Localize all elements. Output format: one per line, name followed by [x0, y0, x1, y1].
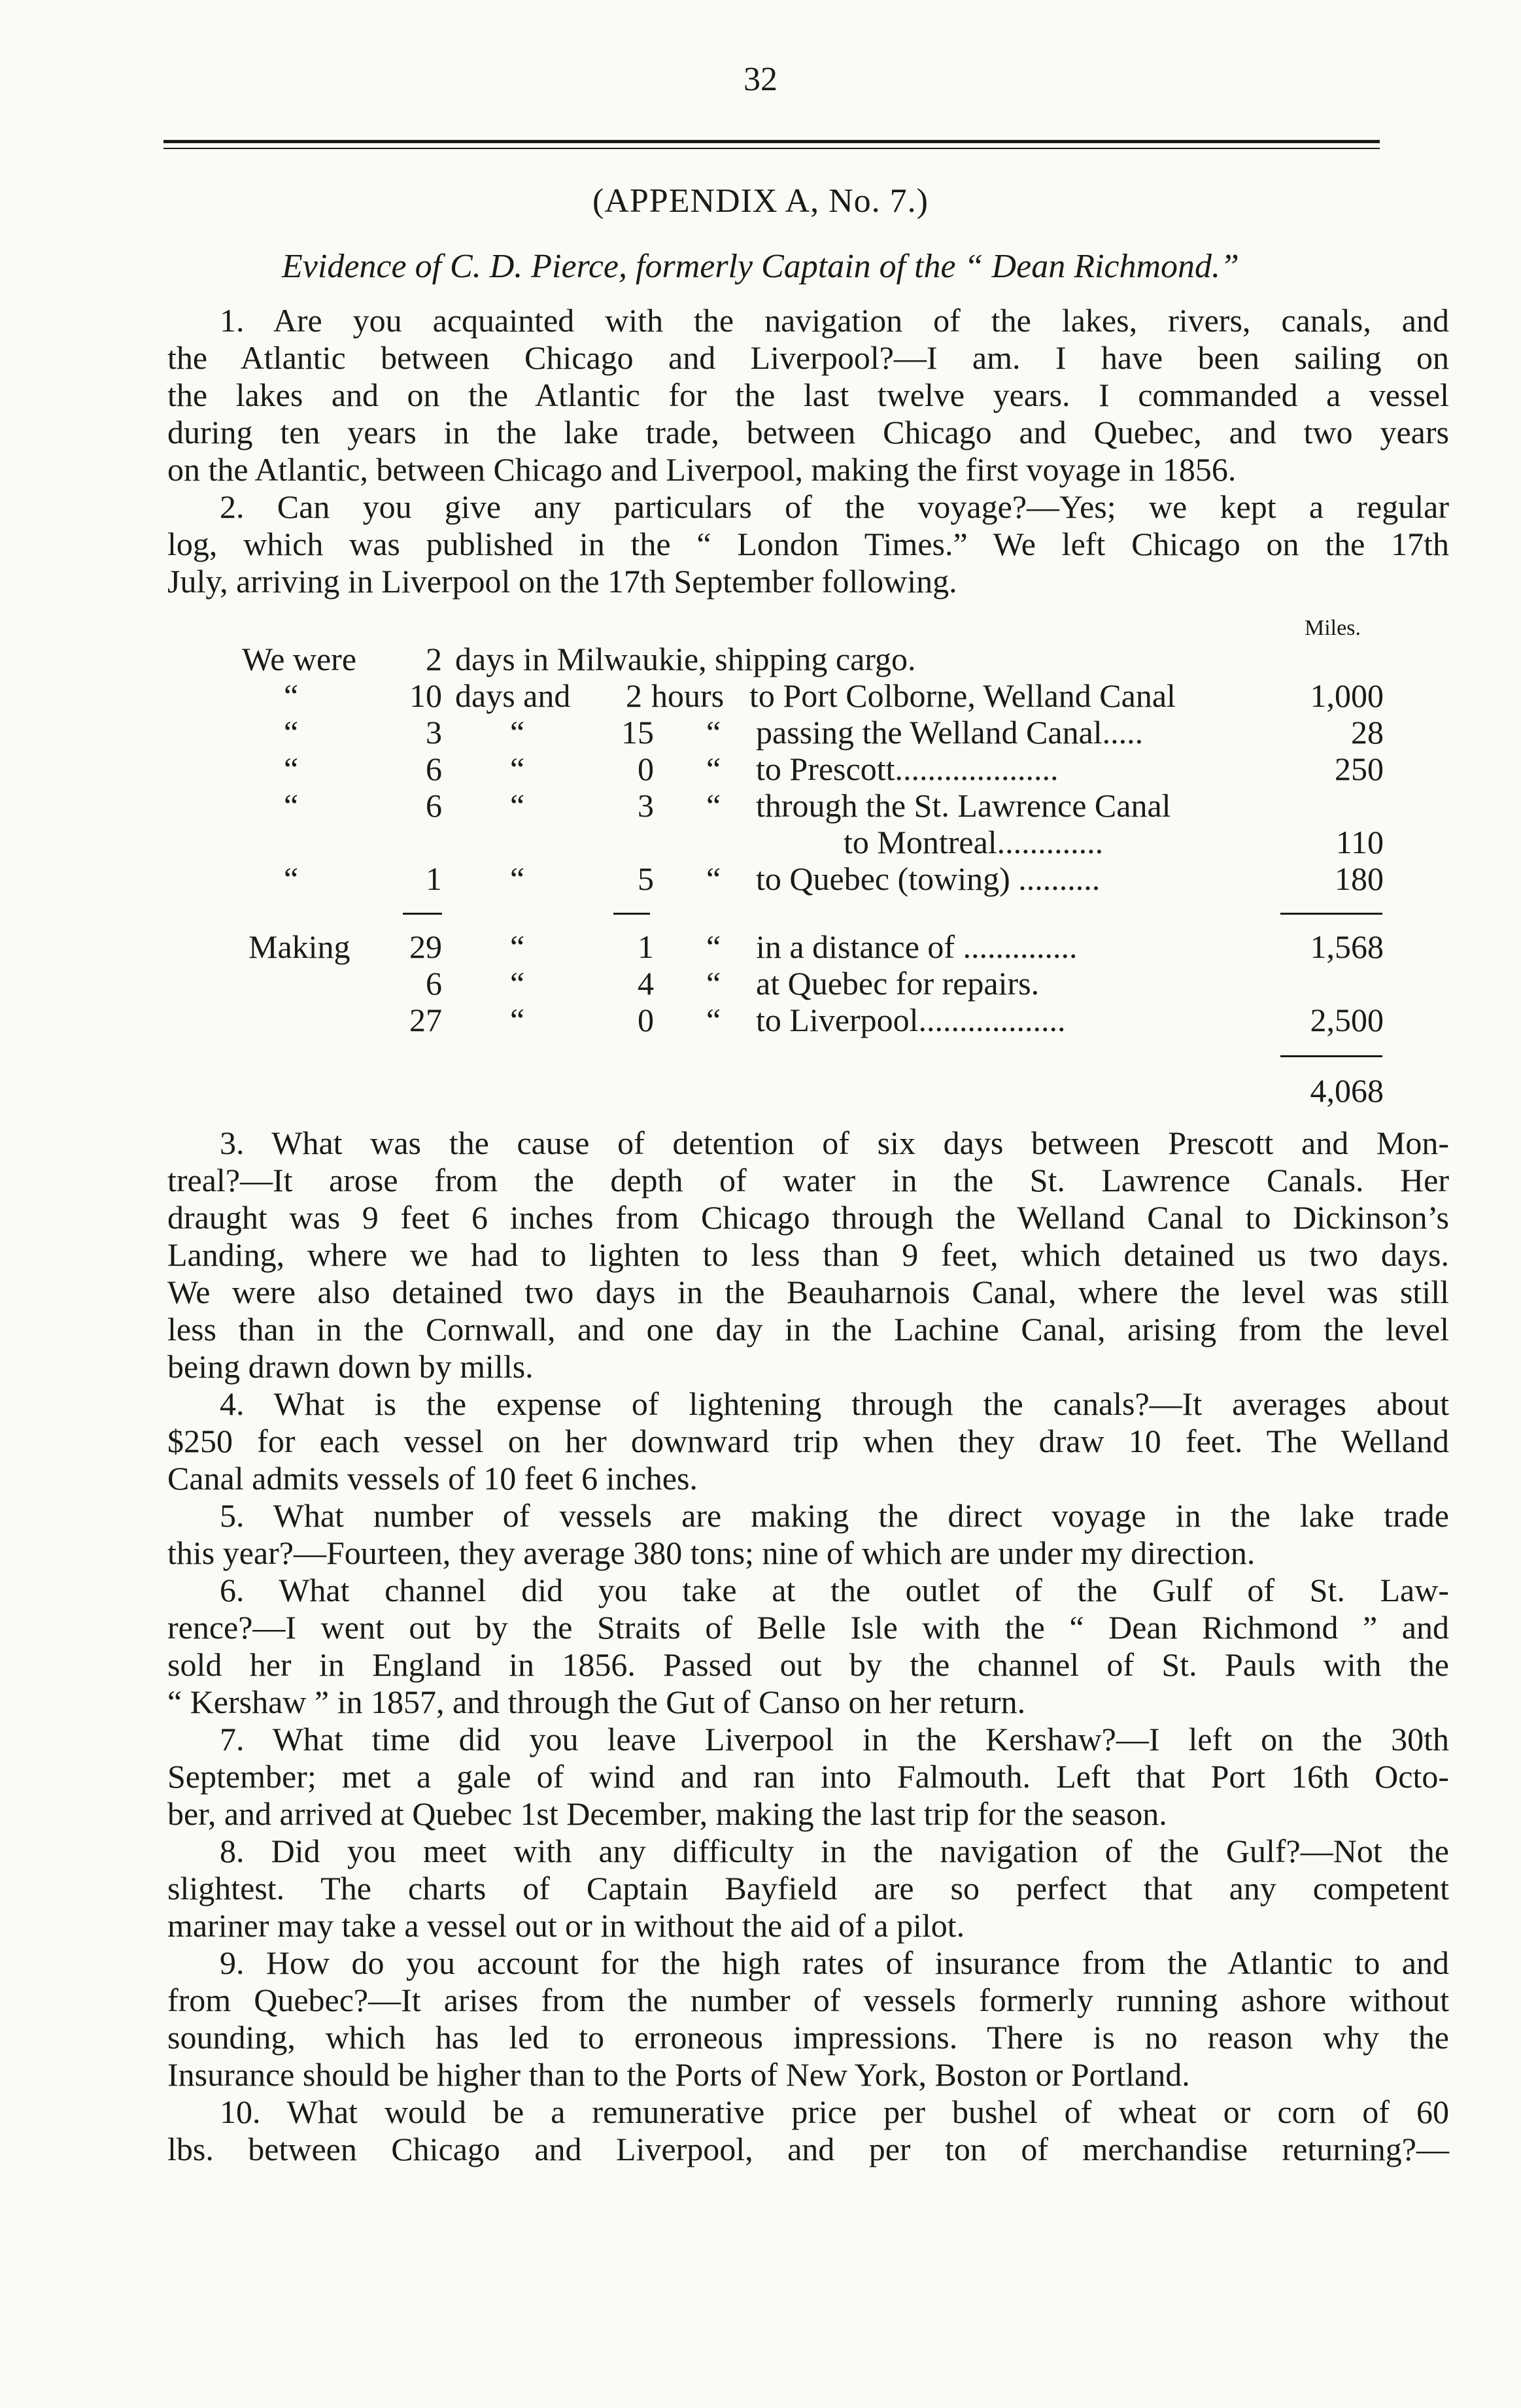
ditto-mark: “	[706, 751, 721, 787]
text-line: log, which was published in the “ London Times.” We left Chicago on the 17th	[167, 526, 1449, 562]
ditto-mark: “	[706, 714, 721, 751]
text-line: 6. What channel did you take at the outlet of the Gulf of St. Law-	[220, 1572, 1449, 1608]
sum-rule	[1280, 913, 1382, 915]
text-line: on the Atlantic, between Chicago and Liverpool, making the first voyage in 1856.	[167, 451, 1237, 488]
text-line: Canal admits vessels of 10 feet 6 inches.	[167, 1460, 698, 1497]
days-value: 1	[426, 860, 442, 897]
ditto-mark: “	[510, 860, 525, 897]
ditto-mark: “	[510, 965, 525, 1002]
hours-value: 3	[638, 787, 654, 824]
days-value: 6	[426, 965, 442, 1002]
ditto-mark: “	[284, 677, 299, 714]
text-line: 4. What is the expense of lightening through the canals?—It averages about	[220, 1385, 1449, 1422]
days-value: 6	[426, 787, 442, 824]
text-line: “ Kershaw ” in 1857, and through the Gut of Canso on her return.	[167, 1684, 1026, 1720]
questions-3-10	[167, 1125, 1449, 2168]
text-line: lbs. between Chicago and Liverpool, and per ton of merchandise returning?—	[167, 2131, 1449, 2167]
text-line: this year?—Fourteen, they average 380 tons; nine of which are under my direction.	[167, 1535, 1256, 1571]
hours-value: 4	[638, 965, 654, 1002]
appendix-heading: (APPENDIX A, No. 7.)	[592, 182, 929, 220]
text-line: 3. What was the cause of detention of six days between Prescott and Mon-	[220, 1125, 1449, 1161]
lead-making: Making	[248, 928, 350, 965]
sum-rule	[613, 913, 650, 915]
leg-description: to Montreal.............	[844, 824, 1104, 860]
leg-description: at Quebec for repairs.	[756, 965, 1040, 1002]
header-rule-thick	[163, 140, 1380, 143]
leg-description: in a distance of ..............	[756, 928, 1078, 965]
text-line: We were also detained two days in the Beauharnois Canal, where the level was still	[167, 1274, 1449, 1310]
text-line: Insurance should be higher than to the Ports of New York, Boston or Portland.	[167, 2056, 1190, 2093]
ditto-mark: “	[706, 787, 721, 824]
miles-value: 1,000	[1310, 677, 1384, 714]
miles-value: 180	[1335, 860, 1384, 897]
ditto-mark: “	[706, 860, 721, 897]
ditto-mark: “	[284, 751, 299, 787]
text-line: the lakes and on the Atlantic for the last twelve years. I commanded a vessel	[167, 377, 1449, 413]
ditto-mark: “	[510, 928, 525, 965]
sum-rule	[403, 913, 442, 915]
text-line: mariner may take a vessel out or in without the aid of a pilot.	[167, 1907, 965, 1944]
miles-value: 110	[1335, 824, 1384, 860]
text-line: being drawn down by mills.	[167, 1348, 534, 1385]
ditto-mark: “	[510, 1002, 525, 1038]
text-line: Landing, where we had to lighten to less than 9 feet, which detained us two days.	[167, 1236, 1449, 1273]
hours-value: 5	[638, 860, 654, 897]
leg-description: passing the Welland Canal.....	[756, 714, 1144, 751]
leg-description: to Port Colborne, Welland Canal	[749, 677, 1176, 714]
text-line: treal?—It arose from the depth of water in the St. Lawrence Canals. Her	[167, 1162, 1449, 1198]
hours-value: 2	[626, 677, 642, 714]
days-value: 27	[409, 1002, 442, 1038]
leg-description: to Quebec (towing) ..........	[756, 860, 1101, 897]
evidence-subheading: Evidence of C. D. Pierce, formerly Captain of the “ Dean Richmond.”	[282, 248, 1239, 285]
text-line: draught was 9 feet 6 inches from Chicago through the Welland Canal to Dickinson’s	[167, 1199, 1449, 1236]
text-line: slightest. The charts of Captain Bayfield are so perfect that any competent	[167, 1870, 1449, 1907]
days-value: 10	[409, 677, 442, 714]
text-line: 8. Did you meet with any difficulty in the navigation of the Gulf?—Not the	[220, 1833, 1449, 1869]
leg-description: to Prescott....................	[756, 751, 1059, 787]
total-miles: 4,068	[1310, 1072, 1384, 1109]
ditto-mark: “	[510, 787, 525, 824]
leg-description: through the St. Lawrence Canal	[756, 787, 1171, 824]
days-word: days and	[455, 677, 571, 714]
miles-value: 2,500	[1310, 1002, 1384, 1038]
text-line: ber, and arrived at Quebec 1st December, making the last trip for the season.	[167, 1795, 1167, 1832]
ditto-mark: “	[706, 965, 721, 1002]
total-rule	[1280, 1055, 1382, 1057]
text-line: 2. Can you give any particulars of the voyage?—Yes; we kept a regular	[220, 488, 1449, 525]
text-line: less than in the Cornwall, and one day in the Lachine Canal, arising from the level	[167, 1311, 1449, 1348]
header-rule-thin	[163, 148, 1380, 149]
hours-value: 0	[638, 1002, 654, 1038]
hours-word: hours	[651, 677, 725, 714]
hours-value: 0	[638, 751, 654, 787]
text-line: the Atlantic between Chicago and Liverpool?—I am. I have been sailing on	[167, 339, 1449, 376]
text-line: rence?—I went out by the Straits of Belle Isle with the “ Dean Richmond ” and	[167, 1609, 1449, 1646]
text-line: 10. What would be a remunerative price per bushel of wheat or corn of 60	[220, 2094, 1449, 2130]
text-line: September; met a gale of wind and ran into Falmouth. Left that Port 16th Octo-	[167, 1758, 1449, 1795]
ditto-mark: “	[706, 1002, 721, 1038]
days-value: 2	[426, 641, 442, 677]
text-line: July, arriving in Liverpool on the 17th September following.	[167, 563, 957, 600]
text-line: during ten years in the lake trade, between Chicago and Quebec, and two years	[167, 414, 1449, 450]
hours-value: 15	[621, 714, 654, 751]
ditto-mark: “	[284, 860, 299, 897]
text-line: sold her in England in 1856. Passed out by the channel of St. Pauls with the	[167, 1646, 1449, 1683]
hours-value: 1	[638, 928, 654, 965]
miles-header: Miles.	[1305, 616, 1361, 640]
text-line: from Quebec?—It arises from the number of vessels formerly running ashore without	[167, 1982, 1449, 2018]
text-line: 9. How do you account for the high rates of insurance from the Atlantic to and	[220, 1944, 1449, 1981]
text-line: $250 for each vessel on her downward trip when they draw 10 feet. The Welland	[167, 1423, 1449, 1459]
days-value: 3	[426, 714, 442, 751]
days-value: 29	[409, 928, 442, 965]
ditto-mark: “	[510, 714, 525, 751]
ditto-mark: “	[284, 714, 299, 751]
ditto-mark: “	[510, 751, 525, 787]
days-description: days in Milwaukie, shipping cargo.	[455, 641, 916, 677]
days-value: 6	[426, 751, 442, 787]
questions-1-2	[167, 302, 1449, 600]
text-line: 7. What time did you leave Liverpool in the Kershaw?—I left on the 30th	[220, 1721, 1449, 1757]
leg-description: to Liverpool..................	[756, 1002, 1066, 1038]
ditto-mark: “	[706, 928, 721, 965]
miles-value: 1,568	[1310, 928, 1384, 965]
text-line: 1. Are you acquainted with the navigation of the lakes, rivers, canals, and	[220, 302, 1449, 339]
text-line: sounding, which has led to erroneous impressions. There is no reason why the	[167, 2019, 1449, 2056]
ditto-mark: “	[284, 787, 299, 824]
miles-value: 28	[1351, 714, 1384, 751]
miles-value: 250	[1335, 751, 1384, 787]
page-number: 32	[743, 61, 778, 98]
text-line: 5. What number of vessels are making the direct voyage in the lake trade	[220, 1497, 1449, 1534]
lead-we-were: We were	[242, 641, 357, 677]
